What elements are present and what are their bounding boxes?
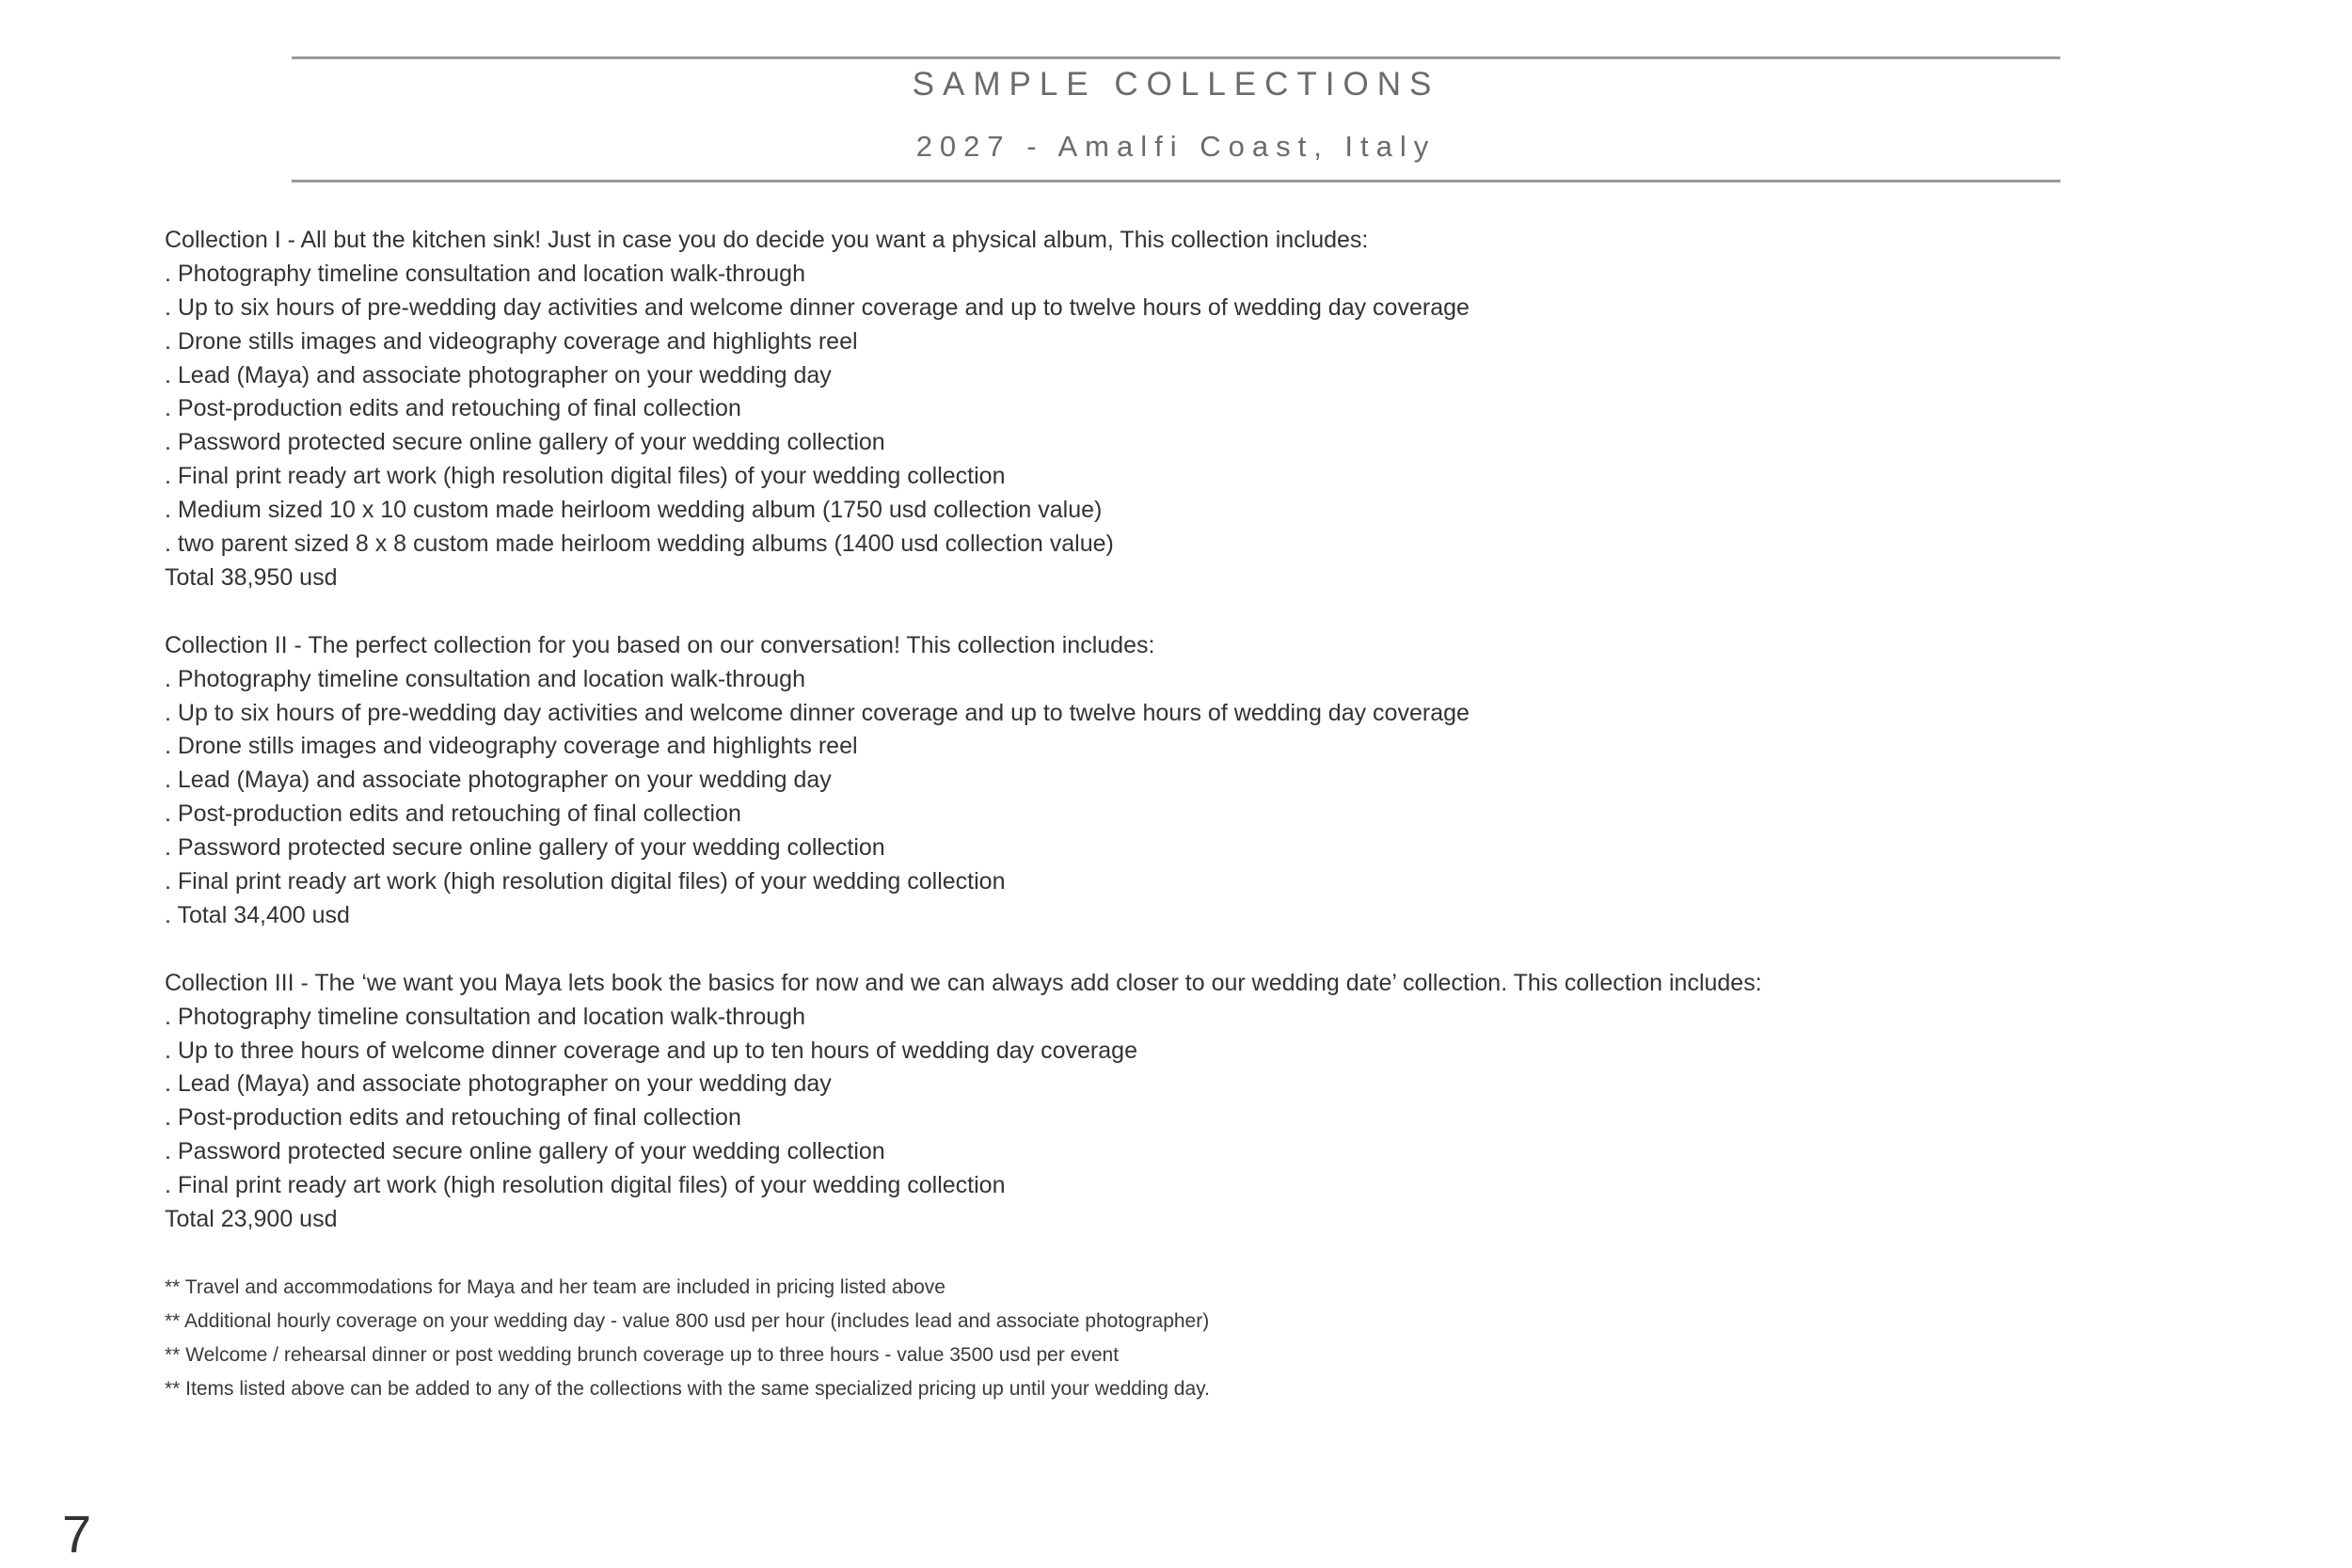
collection-item: . Password protected secure online gallery of your wedding collection: [165, 1138, 885, 1165]
collection-item: . Lead (Maya) and associate photographer on your wedding day: [165, 1070, 832, 1098]
collection-item: . Final print ready art work (high resolution digital files) of your wedding collection: [165, 1172, 1006, 1199]
collection-2: [165, 629, 2253, 933]
collection-item: . Final print ready art work (high resolution digital files) of your wedding collection: [165, 463, 1006, 490]
collection-item: . Up to six hours of pre-wedding day activities and welcome dinner coverage and up to twelve hours of wedding day coverage: [165, 699, 1470, 726]
collection-item: . Medium sized 10 x 10 custom made heirloom wedding album (1750 usd collection value): [165, 497, 1103, 524]
collection-item: . Post-production edits and retouching of final collection: [165, 800, 741, 828]
collection-item: . Post-production edits and retouching of final collection: [165, 1104, 741, 1132]
collection-total: Total 23,900 usd: [165, 1206, 338, 1233]
collection-item: . Drone stills images and videography coverage and highlights reel: [165, 327, 858, 355]
page-number: 7: [62, 1504, 92, 1563]
collection-item: . Photography timeline consultation and location walk-through: [165, 665, 805, 692]
collection-item: . Final print ready art work (high resolution digital files) of your wedding collection: [165, 868, 1006, 895]
page-subtitle: 2027 - Amalfi Coast, Italy: [915, 130, 1437, 163]
footnotes: [165, 1271, 2253, 1406]
collection-total: Total 38,950 usd: [165, 563, 338, 591]
collection-1: [165, 224, 2253, 595]
page-title: SAMPLE COLLECTIONS: [912, 66, 1440, 103]
collection-item: . Up to three hours of welcome dinner coverage and up to ten hours of wedding day coverage: [165, 1037, 1137, 1064]
collection-item: . Up to six hours of pre-wedding day activities and welcome dinner coverage and up to twelve hours of wedding day coverage: [165, 293, 1470, 321]
footnote: ** Travel and accommodations for Maya and her team are included in pricing listed above: [165, 1275, 946, 1298]
collection-item: . Password protected secure online gallery of your wedding collection: [165, 429, 885, 456]
collection-heading: Collection II - The perfect collection for you based on our conversation! This collection includes:: [165, 631, 1155, 658]
header-top-rule: [292, 56, 2060, 59]
collection-3: [165, 967, 2253, 1237]
collections-content: [165, 224, 2253, 1406]
collection-heading: Collection I - All but the kitchen sink! Just in case you do decide you want a physical album, This collection includes:: [165, 227, 1369, 253]
collection-item: . Lead (Maya) and associate photographer on your wedding day: [165, 361, 832, 388]
collection-item: . Photography timeline consultation and location walk-through: [165, 260, 805, 287]
collection-item: . Lead (Maya) and associate photographer on your wedding day: [165, 767, 832, 794]
collection-heading: Collection III - The ‘we want you Maya lets book the basics for now and we can always add closer to our wedding date’ collection. This collection includes:: [165, 969, 1762, 996]
footnote: ** Welcome / rehearsal dinner or post wedding brunch coverage up to three hours - value 3500 usd per event: [165, 1343, 1120, 1366]
collection-item: . two parent sized 8 x 8 custom made heirloom wedding albums (1400 usd collection value): [165, 531, 1114, 558]
collection-item: . Drone stills images and videography coverage and highlights reel: [165, 733, 858, 760]
footnote: ** Additional hourly coverage on your wedding day - value 800 usd per hour (includes lead and associate photographer): [165, 1309, 1210, 1332]
collection-item: . Post-production edits and retouching of final collection: [165, 395, 741, 422]
collection-item: . Photography timeline consultation and location walk-through: [165, 1003, 805, 1030]
collection-total: . Total 34,400 usd: [165, 901, 350, 928]
footnote: ** Items listed above can be added to any of the collections with the same specialized pricing up until your wedding day.: [165, 1377, 1210, 1400]
collection-item: . Password protected secure online gallery of your wedding collection: [165, 834, 885, 862]
header-bottom-rule: [292, 180, 2060, 182]
